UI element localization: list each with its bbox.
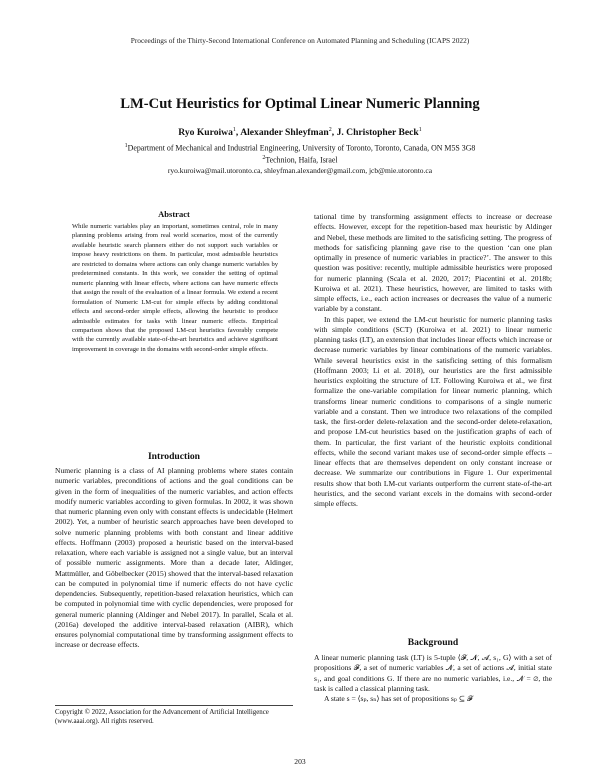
page-number: 203 bbox=[294, 757, 306, 766]
author-affiliation-mark: 1 bbox=[418, 127, 422, 133]
background-text bbox=[314, 653, 552, 753]
author-list bbox=[0, 127, 600, 138]
right-column-text bbox=[314, 212, 552, 632]
running-head: Proceedings of the Thirty-Second International Conference on Automated Planning and Scheduling (ICAPS 2022) bbox=[130, 36, 470, 45]
affiliation-mark: 2 bbox=[262, 155, 266, 161]
paragraph: In this paper, we extend the LM-cut heuristic for numeric planning tasks with simple conditions (SCT) (Kuroiwa et al. 2021) to linear numeric planning tasks (LT), an extension that includes linear effects which increase or decrease numeric variables by linear combinations of the numeric variables. While several heuristics exist in the satisficing setting of this formalism (Hoffmann 2003; Li et al. 2018), our heuristics are the first admissible heuristics exploiting the structure of LT. Following Kuroiwa et al., we first formalize the one-variable compilation for linear numeric planning, which transforms linear numeric conditions to comparisons of a single numeric variable and a constant. Then we introduce two relaxations of the compiled task, the first-order delete-relaxation and the second-order delete-relaxation, and propose LM-cut heuristics based on the justification graphs of each of them. In particular, the first variant of the heuristic exploits conditional effects, while the second variant makes use of second-order simple effects – linear effects that are themselves dependent on only constant increase or decrease. We summarize our contributions in Figure 1. Our experimental results show that both LM-cut variants outperform the current state-of-the-art heuristics, and the second variant excels in the domains with second-order simple effects. bbox=[314, 314, 552, 508]
affiliation-2 bbox=[0, 155, 600, 165]
introduction-heading: Introduction bbox=[147, 451, 201, 462]
paper-title: LM-Cut Heuristics for Optimal Linear Numeric Planning bbox=[120, 96, 480, 112]
introduction-text: Numeric planning is a class of AI planning problems where states contain numeric variables, preconditions of actions and the goal conditions can be given in the form of inequalities of the numeric variables, and action effects modify numeric variables according to given formulas. In 2002, it was shown that numeric planning even only with constant effects is undecidable (Helmert 2002). Yet, a number of heuristic search approaches have been developed to solve numeric planning problems with both constant and linear additive effects. Hoffmann (2003) proposed a heuristic based on the interval-based relaxation, where each variable is assigned not a single value, but an interval of possible numeric assignments. More than a decade later, Aldinger, Mattmüller, and Göbelbecker (2015) showed that the interval-based relaxation can be computed in polynomial time if numeric effects do not have cyclic dependencies. Subsequently, repetition-based relaxation heuristics, which can be computed in polynomial time with cyclic dependencies, were proposed for general numeric planning (Aldinger and Nebel 2017). In parallel, Scala et al. (2016a) developed the additive interval-based relaxation (AIBR), which ensures polynomial computational time by transforming assignment effects to increase or decrease effects. bbox=[55, 466, 293, 650]
abstract-heading: Abstract bbox=[158, 209, 190, 219]
paragraph: A state s = ⟨sₚ, sₙ⟩ has set of propositions sₚ ⊆ 𝓕 bbox=[324, 694, 473, 703]
affiliation-text: Technion, Haifa, Israel bbox=[265, 155, 338, 165]
paragraph: tational time by transforming assignment effects to increase or decrease effects. However, except for the repetition-based max heuristic by Aldinger and Nebel, these methods are limited to the satisficing setting. The progress of methods for satisficing planning gave rise to the question ‘can one plan optimally in presence of numeric variables in practice?’. The answer to this question was positive: recently, multiple admissible heuristics were proposed for numeric planning (Scala et al. 2020, 2017; Piacentini et al. 2018b; Kuroiwa et al. 2021). These heuristics, however, are limited to tasks with simple effects, i.e., each action increases or decreases the value of a numeric variable by a constant. bbox=[314, 212, 552, 314]
author-name: Alexander Shleyfman bbox=[240, 127, 329, 139]
affiliation-mark: 1 bbox=[124, 143, 128, 149]
affiliation-text: Department of Mechanical and Industrial Engineering, University of Toronto, Toronto, Canada, ON M5S 3G8 bbox=[127, 143, 476, 153]
author-name: Ryo Kuroiwa bbox=[178, 127, 233, 139]
abstract-text: While numeric variables play an important, sometimes central, role in many planning problems arising from real world scenarios, most of the currently available heuristic search planners either do not support such variables or impose heavy restrictions on them. In particular, most admissible heuristics are restricted to domains where actions can only change numeric variables by predetermined constants. In this work, we consider the setting of optimal numeric planning with linear effects, where actions can have numeric effects that assign the result of the evaluation of a linear formula. We extend a recent formulation of Numeric LM-cut for simple effects by adding conditional effects and second-order simple effects, allowing the heuristic to produce admissible estimates for tasks with linear numeric effects. Empirical comparison shows that the proposed LM-cut heuristics favorably compete with the currently available state-of-the-art heuristics and achieve significant improvement in coverage in the domains with second-order simple effects. bbox=[72, 223, 278, 353]
affiliation-1 bbox=[0, 143, 600, 153]
author-name: , J. Christopher Beck bbox=[331, 127, 419, 139]
author-affiliation-mark: 2 bbox=[328, 127, 332, 133]
background-heading: Background bbox=[407, 637, 459, 648]
copyright-notice: Copyright © 2022, Association for the Advancement of Artificial Intelligence (www.aaai.org). All rights reserved. bbox=[55, 709, 269, 725]
author-separator: , bbox=[235, 127, 241, 139]
author-affiliation-mark: 1 bbox=[232, 127, 236, 133]
footnote-rule bbox=[55, 705, 293, 706]
author-emails: ryo.kuroiwa@mail.utoronto.ca, shleyfman.alexander@gmail.com, jcb@mie.utoronto.ca bbox=[167, 166, 433, 175]
paragraph: A linear numeric planning task (LT) is 5-tuple ⟨𝓕, 𝓝, 𝓐, s₁, G⟩ with a set of propositions 𝓕, a set of numeric variables 𝓝, a set of actions 𝓐, initial state s₁, and goal conditions G. If there are no numeric variables, i.e., 𝓝 = ∅, the task is called a classical planning task. bbox=[314, 653, 552, 693]
